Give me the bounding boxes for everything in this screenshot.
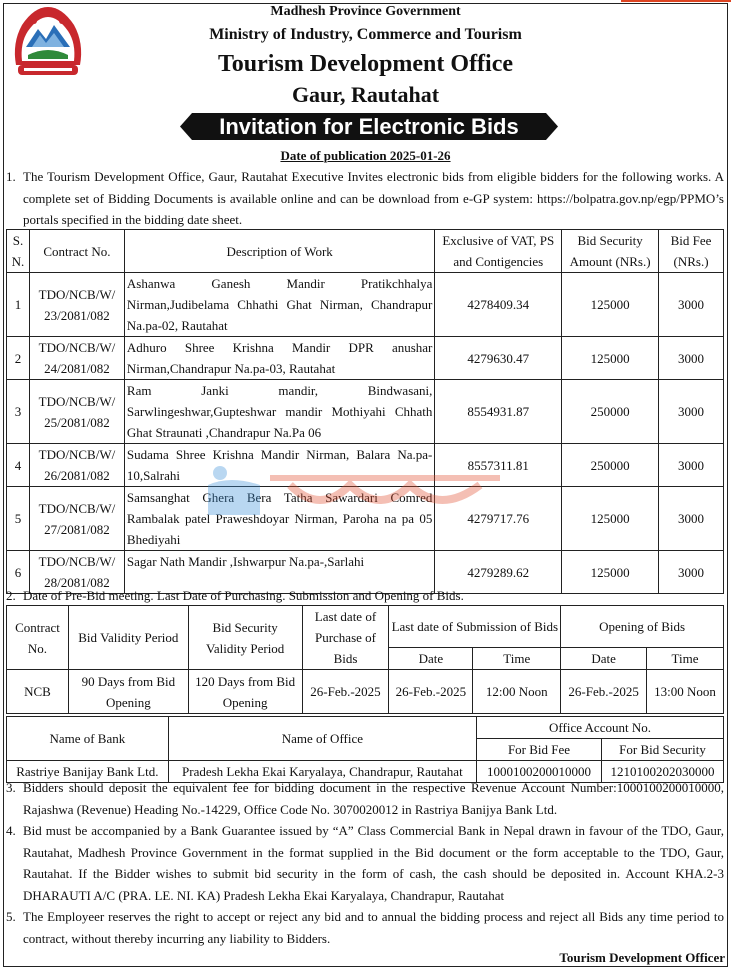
col-opening-time: Time — [647, 648, 724, 670]
paragraph-text: Bidders should deposit the equivalent fee for bidding document in the respective Revenue Account Number:1000100200010000, Rajashwa (Revenue) Heading No.-14229, Office Code No. 3070020012 in Rastriya Banijya Bank Ltd. — [23, 780, 724, 817]
cell-fee-account: 1000100200010000 — [477, 761, 602, 783]
cell-submission-date: 26-Feb.-2025 — [389, 670, 473, 714]
col-security-validity: Bid Security Validity Period — [188, 606, 302, 670]
col-bid-fee: For Bid Fee — [477, 739, 602, 761]
cell-fee: 3000 — [659, 551, 724, 594]
cell-security: 250000 — [562, 380, 659, 444]
cell-opening-time: 13:00 Noon — [647, 670, 724, 714]
cell-office: Pradesh Lekha Ekai Karyalaya, Chandrapur, Rautahat — [168, 761, 476, 783]
col-description: Description of Work — [124, 230, 434, 273]
paragraph-1 — [6, 166, 724, 231]
cell-security: 125000 — [562, 337, 659, 380]
col-amount: Exclusive of VAT, PS and Contigencies — [435, 230, 562, 273]
cell-fee: 3000 — [659, 273, 724, 337]
cell-fee: 3000 — [659, 380, 724, 444]
dates-table — [6, 605, 724, 714]
col-validity: Bid Validity Period — [68, 606, 188, 670]
cell-fee: 3000 — [659, 337, 724, 380]
cell-amount: 4278409.34 — [435, 273, 562, 337]
cell-sn: 4 — [7, 444, 30, 487]
col-security: Bid Security Amount (NRs.) — [562, 230, 659, 273]
cell-purchase: 26-Feb.-2025 — [302, 670, 389, 714]
cell-description: Ram Janki mandir, Bindwasani, Sarwlingeshwar,Gupteshwar mandir Mothiyahi Chhath Ghat Straunati ,Chandrapur Na.Pa 06 — [124, 380, 434, 444]
col-submission: Last date of Submission of Bids — [389, 606, 561, 648]
cell-contract: TDO/NCB/W/ 27/2081/082 — [29, 487, 124, 551]
cell-amount: 4279717.76 — [435, 487, 562, 551]
col-sn: S. N. — [7, 230, 30, 273]
col-submission-time: Time — [473, 648, 561, 670]
col-bid-security: For Bid Security — [602, 739, 724, 761]
paragraph-number: 4. — [6, 823, 16, 838]
paragraph-5 — [6, 906, 724, 949]
col-account: Office Account No. — [477, 717, 724, 739]
table-row — [7, 380, 724, 444]
works-table-header — [7, 230, 724, 273]
ministry-name: Ministry of Industry, Commerce and Tourism — [209, 26, 522, 43]
cell-description: Sudama Shree Krishna Mandir Nirman, Balara Na.pa-10,Salrahi — [124, 444, 434, 487]
cell-security: 125000 — [562, 273, 659, 337]
signature-title: Tourism Development Officer — [559, 950, 725, 965]
col-opening-date: Date — [561, 648, 647, 670]
bank-table — [6, 716, 724, 783]
table-row — [7, 670, 724, 714]
publication-date: Date of publication 2025-01-26 — [280, 148, 451, 163]
banner-title: Invitation for Electronic Bids — [219, 114, 519, 139]
cell-security: 125000 — [562, 487, 659, 551]
cell-opening-date: 26-Feb.-2025 — [561, 670, 647, 714]
works-table — [6, 229, 724, 594]
cell-fee: 3000 — [659, 444, 724, 487]
top-accent-bar — [621, 0, 731, 2]
cell-security-validity: 120 Days from Bid Opening — [188, 670, 302, 714]
cell-submission-time: 12:00 Noon — [473, 670, 561, 714]
paragraph-text: The Employeer reserves the right to accept or reject any bid and to annual the bidding process and reject all Bids any time period to contract, without thereby incurring any liability to Bidders. — [23, 909, 724, 946]
paragraph-number: 3. — [6, 780, 16, 795]
paragraph-4 — [6, 820, 724, 906]
cell-contract: TDO/NCB/W/ 25/2081/082 — [29, 380, 124, 444]
paragraph-number: 2. — [6, 588, 16, 603]
cell-contract: TDO/NCB/W/ 24/2081/082 — [29, 337, 124, 380]
cell-bank: Rastriye Banijay Bank Ltd. — [7, 761, 169, 783]
col-purchase: Last date of Purchase of Bids — [302, 606, 389, 670]
cell-amount: 8554931.87 — [435, 380, 562, 444]
cell-contract: NCB — [7, 670, 69, 714]
office-name: Tourism Development Office — [217, 51, 514, 77]
paragraph-text: Date of Pre-Bid meeting. Last Date of Purchasing. Submission and Opening of Bids. — [23, 588, 464, 603]
cell-security-account: 1210100202030000 — [602, 761, 724, 783]
cell-amount: 8557311.81 — [435, 444, 562, 487]
cell-validity: 90 Days from Bid Opening — [68, 670, 188, 714]
col-bank: Name of Bank — [7, 717, 169, 761]
cell-security: 125000 — [562, 551, 659, 594]
table-row — [7, 337, 724, 380]
col-opening: Opening of Bids — [561, 606, 724, 648]
table-row — [7, 273, 724, 337]
cell-security: 250000 — [562, 444, 659, 487]
paragraph-number: 1. — [6, 169, 16, 184]
cell-contract: TDO/NCB/W/ 26/2081/082 — [29, 444, 124, 487]
cell-contract: TDO/NCB/W/ 23/2081/082 — [29, 273, 124, 337]
col-contract: Contract No. — [29, 230, 124, 273]
col-office: Name of Office — [168, 717, 476, 761]
col-submission-date: Date — [389, 648, 473, 670]
cell-description: Samsanghat Ghera Bera Tatha Sawardari Comred Rambalak patel Praweshdoyar Nirman, Paroha na pa 05 Bhediyahi — [124, 487, 434, 551]
cell-amount: 4279289.62 — [435, 551, 562, 594]
col-fee: Bid Fee (NRs.) — [659, 230, 724, 273]
col-contract: Contract No. — [7, 606, 69, 670]
paragraph-text: Bid must be accompanied by a Bank Guarantee issued by “A” Class Commercial Bank in Nepal drawn in favour of the TDO, Gaur, Rautahat, Madhesh Province Government in the format supplied in the Bid document or the form acceptable to the TDO, Gaur, Rautahat. If the Bidder wishes to submit bid security in the form of cash, the cash should be deposited in. Account KHA.2-3 DHARAUTI A/C (PRA. LE. NI. KA) Pradesh Lekha Ekai Karyalaya, Chandrapur, Rautahat — [23, 823, 724, 903]
paragraph-2 — [6, 585, 724, 607]
cell-description: Ashanwa Ganesh Mandir Pratikchhalya Nirman,Judibelama Chhathi Ghat Nirman, Chandrapur Na.pa-02, Rautahat — [124, 273, 434, 337]
cell-sn: 1 — [7, 273, 30, 337]
cell-sn: 2 — [7, 337, 30, 380]
cell-amount: 4279630.47 — [435, 337, 562, 380]
province-name: Madhesh Province Government — [270, 4, 461, 19]
office-location: Gaur, Rautahat — [291, 82, 440, 107]
watermark-logo — [200, 455, 510, 525]
cell-contract: TDO/NCB/W/ 28/2081/082 — [29, 551, 124, 594]
cell-description: Adhuro Shree Krishna Mandir DPR anushar Nirman,Chandrapur Na.pa-03, Rautahat — [124, 337, 434, 380]
cell-sn: 5 — [7, 487, 30, 551]
cell-description: Sagar Nath Mandir ,Ishwarpur Na.pa-,Sarlahi — [124, 551, 434, 594]
paragraph-number: 5. — [6, 909, 16, 924]
cell-fee: 3000 — [659, 487, 724, 551]
paragraph-3 — [6, 777, 724, 820]
cell-sn: 6 — [7, 551, 30, 594]
paragraph-text: The Tourism Development Office, Gaur, Rautahat Executive Invites electronic bids from eligible bidders for the following works. A complete set of Bidding Documents is available online and can be download from e-GP system: https://bolpatra.gov.np/egp/PPMO’s portals specified in the bidding date sheet. — [23, 169, 724, 227]
cell-sn: 3 — [7, 380, 30, 444]
